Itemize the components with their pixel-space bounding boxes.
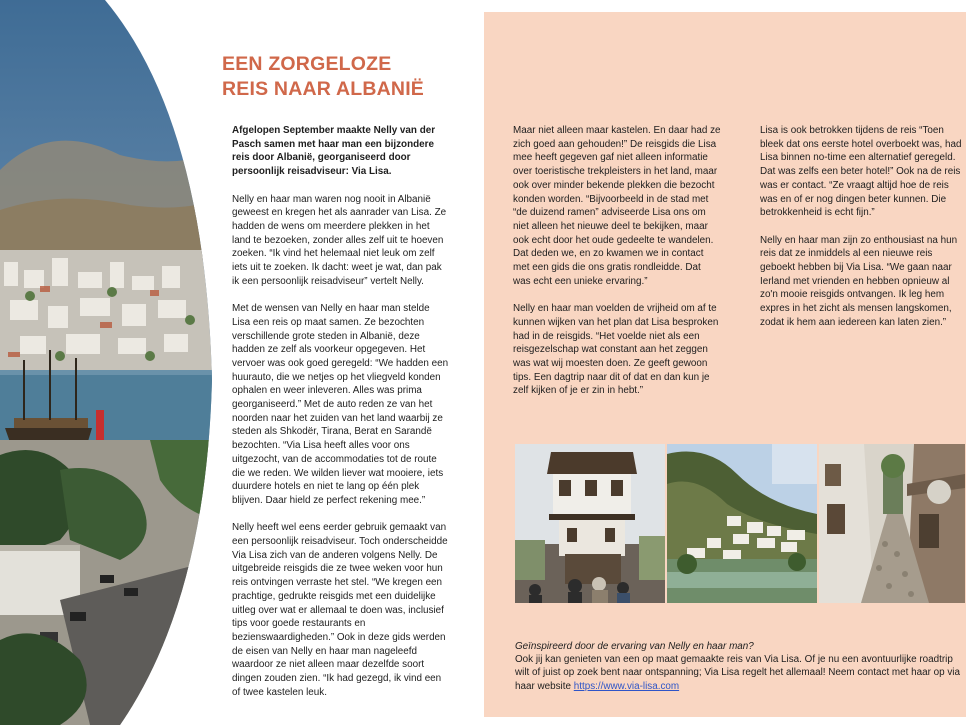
column-right	[760, 124, 965, 330]
outro-text: Ook jij kan genieten van een op maat gemaakte reis van Via Lisa. Of je nu een avontuurlijke roadtrip wilt of juist op zoek bent naar ontspanning; Via Lisa regelt het allemaal! Neem contact met haar op via haar website	[515, 654, 960, 692]
column-left	[232, 124, 450, 699]
body-paragraph: Nelly en haar man zijn zo enthousiast na hun reis dat ze inmiddels al een nieuwe reis geboekt hebben bij Via Lisa. “We gaan naar Ierland met vrienden en hebben opnieuw al zo'n mooie reisgids ontvangen. Ik leg hem expres in het zicht als mensen langskomen, zodat ik hem aan iedereen kan laten zien.”	[760, 234, 958, 328]
harbor-photo	[0, 0, 215, 725]
column-middle	[513, 124, 721, 398]
title-line-1: EEN ZORGELOZE	[222, 53, 392, 75]
website-link[interactable]: https://www.via-lisa.com	[573, 680, 680, 692]
photo-cobblestone-street	[819, 444, 965, 603]
title-line-2: REIS NAAR ALBANIË	[222, 78, 425, 100]
outro-block	[515, 640, 960, 693]
photo-berat-hillside	[667, 444, 817, 603]
lead-paragraph: Afgelopen September maakte Nelly van der Pasch samen met haar man een bijzondere reis door Albanië, georganiseerd door persoonlijk reisadviseur: Via Lisa.	[232, 125, 436, 178]
body-paragraph: Lisa is ook betrokken tijdens de reis “Toen bleek dat ons eerste hotel overboekt was, had Lisa binnen no-time een alternatief geregeld. Dat was zelfs een beter hotel!” Ook na de reis was er contact. “Ze vraagt altijd hoe de reis was en of er nog dingen beter kunnen. Die betrokkenheid is echt fijn.”	[760, 125, 962, 219]
body-paragraph: Met de wensen van Nelly en haar man stelde Lisa een reis op maat samen. Ze bezochten verschillende grote steden in Albanië, deze hadden ze zelf als voorkeur opgegeven. Het vervoer was ook goed geregeld: “We hadden een huurauto, die we netjes op het vliegveld konden ophalen en weer inleveren. Alles was prima georganiseerd.” Met de auto reden ze van het noorden naar het zuiden van het land waarbij ze steden als Shkodër, Tirana, Berat en Sarandë bezochten. “Via Lisa heeft alles voor ons uitgezocht, van de accommodaties tot de route die we reden. We wilden liever wat mooiere, iets duurdere hotels en niet te lang op één plek blijven. Daar hield ze perfect rekening mee.”	[232, 303, 449, 506]
article-title	[222, 52, 424, 102]
body-paragraph: Nelly heeft wel eens eerder gebruik gemaakt van een persoonlijk reisadviseur. Toch onderscheidde Via Lisa zich van de anderen volgens Nelly. De uitgebreide reisgids die ze twee weken voor hun reis ontvingen verraste het stel. “We kregen een prachtige, gedrukte reisgids met een duidelijke uitleg over wat er allemaal te doen was, inclusief tips voor goede restaurants en bezienswaardigheden.” Ook in deze gids werden de eisen van Nelly en haar man nageleefd waardoor ze niet alleen maar dezelfde soort dingen zouden zien. “Ik had gezegd, ik vind een of twee kastelen leuk.	[232, 522, 448, 698]
body-paragraph: Nelly en haar man voelden de vrijheid om af te kunnen wijken van het plan dat Lisa besproken had in de reisgids. “Het voelde niet als een reisgezelschap wat constant aan het zeggen was wat wij moesten doen. Ze geeft gewoon tips. Een dagtrip naar dit of dat en dan kun je zelf kijken of je er zin in hebt.”	[513, 303, 719, 397]
photo-old-house	[515, 444, 665, 603]
photo-collage	[515, 444, 965, 603]
outro-question: Geïnspireerd door de ervaring van Nelly en haar man?	[515, 641, 754, 652]
body-paragraph: Nelly en haar man waren nog nooit in Albanië geweest en kregen het als aanrader van Lisa. Ze hadden de wens om meerdere plekken in het land te bezoeken, zonder alles zelf uit te hoeven zoeken. “Ik vind het helemaal niet leuk om zelf iets uit te zoeken. Ik dacht: weet je wat, dan pak ik een persoonlijk reisadviseur” vertelt Nelly.	[232, 193, 447, 287]
body-paragraph: Maar niet alleen maar kastelen. En daar had ze zich goed aan gehouden!” De reisgids die Lisa mee heeft gegeven gaf niet alleen informatie over toeristische trekpleisters in het land, maar ook over minder bekende plekken die bezocht konden worden. “Bijvoorbeeld in de stad met “de duizend ramen” adviseerde Lisa ons om niet alleen het nieuwe deel te bekijken, maar ook echt door het oude gedeelte te wandelen. Dat deden we, en zo kwamen we in contact met een gids die ons gratis rondleidde. Dat was echt een unieke ervaring.”	[513, 125, 721, 287]
